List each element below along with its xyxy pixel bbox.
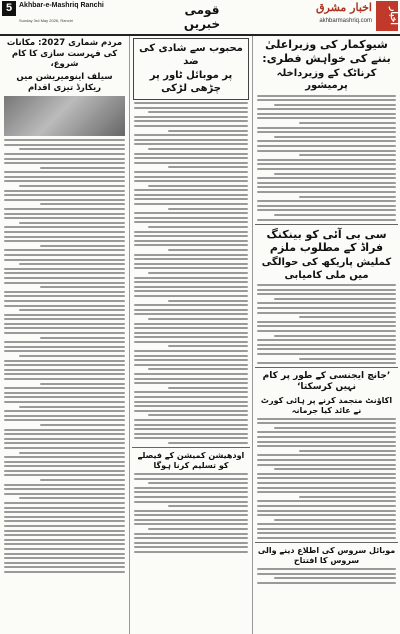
column-middle [130, 36, 253, 634]
headline: ’جانچ ایجنسی کے طور پر کام نہیں کرسکتا‘ [262, 371, 391, 393]
headline-box [133, 38, 249, 100]
article-body [134, 473, 248, 553]
subheadline: اکاؤنٹ منجمد کرنے پر ہائی کورٹ نے عائد کیا جرمانہ [260, 395, 393, 415]
subheadline: پر موبائل ٹاور پر چڑھی لڑکی [149, 70, 233, 94]
article-body [257, 568, 396, 584]
subheadline: سیلف اینومیریشن میں ریکارڈ تیزی اقدام [16, 71, 113, 93]
article-body [257, 95, 396, 221]
article-body [257, 284, 396, 364]
masthead [0, 0, 400, 36]
headline: محبوب سے شادی کی ضد [139, 43, 243, 67]
headline: اودھیشن کمیشن کے فیصلے کو تسلیم کرنا ہوگا [137, 450, 245, 470]
column-right [253, 36, 400, 634]
subheadline: کرناٹک کے وزیرداخلہ پرمیشور [276, 67, 377, 91]
article-body [257, 418, 396, 539]
date-line: Sunday 3rd May 2026, Ranchi [19, 18, 73, 23]
article-body [4, 139, 125, 573]
logo-icon: اخبار [376, 1, 398, 31]
section-title: قومی خبریں [183, 3, 221, 31]
headline: موبائل سروس کی اطلاع دینے والی سروس کا افتتاح [257, 546, 396, 566]
headline: شیوکمار کی وزیراعلیٰ بننے کی خواہش فطری: [262, 38, 391, 65]
headline: مردم شماری 2027: مکانات کی فہرست سازی کا کام شروع، [6, 38, 123, 70]
page-number: 5 [2, 1, 16, 16]
column-left [0, 36, 130, 634]
headline: سی بی آئی کو بینکنگ فراڈ کے مطلوب ملزم [266, 227, 387, 255]
logo-text: اخبار مشرق [316, 1, 372, 14]
website: akhbarmashriq.com [319, 18, 372, 24]
publication-name: Akhbar-e-Mashriq Ranchi [19, 2, 104, 9]
article-photo [4, 96, 125, 136]
subheadline: کملیش پاریکھ کی حوالگی میں ملی کامیابی [261, 257, 392, 281]
article-body [134, 102, 248, 444]
